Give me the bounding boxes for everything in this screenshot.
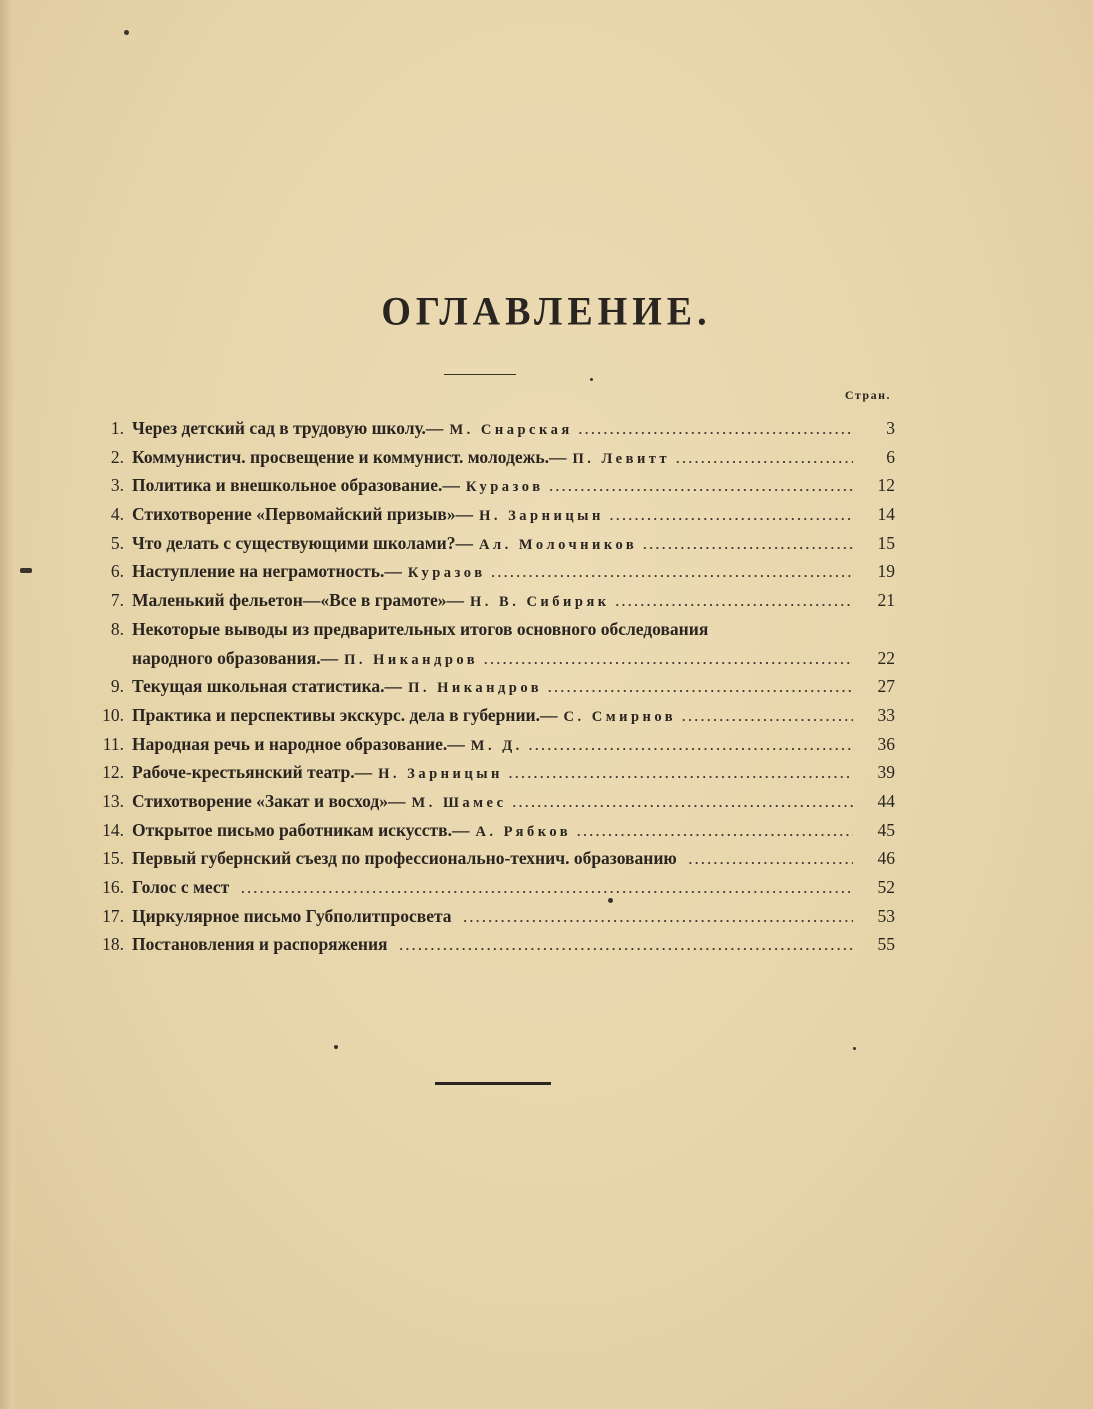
toc-entry	[90, 820, 895, 849]
page-column-header: Стран.	[844, 388, 891, 402]
entry-title: Через детский сад в трудовую школу.—	[132, 418, 444, 438]
entry-title: Что делать с существующими школами?—	[132, 532, 474, 553]
entry-title: Маленький фельетон—«Все в грамоте»—	[132, 590, 465, 611]
entry-author: М. Д.	[470, 737, 523, 754]
toc-entry	[90, 762, 895, 791]
entry-author: М. Шамес	[411, 794, 507, 811]
entry-number: 6.	[110, 561, 124, 582]
entry-author: П. Никандров	[408, 680, 543, 697]
title-rule	[444, 374, 516, 375]
dot-leader	[577, 824, 853, 840]
entry-title: Практика и перспективы экскурс. дела в губернии.—	[132, 704, 558, 725]
entry-page: 39	[877, 762, 895, 783]
dot-leader	[509, 766, 853, 782]
toc-entry	[90, 619, 895, 648]
entry-page: 19	[877, 561, 895, 582]
dot-leader	[550, 479, 853, 495]
toc-entry	[90, 561, 895, 590]
entry-title: Народная речь и народное образование.—	[132, 733, 465, 754]
toc-entry	[90, 676, 895, 705]
toc-entry	[90, 934, 895, 963]
entry-number: 8.	[110, 618, 124, 639]
entry-title: Открытое письмо работникам искусств.—	[132, 819, 470, 840]
entry-page: 15	[877, 532, 895, 553]
entry-title: Текущая школьная статистика.—	[132, 676, 403, 697]
entry-title: Коммунистич. просвещение и коммунист. молодежь.—	[132, 446, 567, 467]
entry-title: Политика и внешкольное образование.—	[132, 475, 460, 496]
paper-speck	[590, 378, 593, 381]
closing-rule	[435, 1082, 551, 1085]
toc-entry	[90, 705, 895, 734]
dot-leader	[616, 594, 853, 610]
entry-title: Некоторые выводы из предварительных итогов основного обследования	[132, 618, 709, 639]
toc-entry	[90, 877, 895, 906]
toc-entry	[90, 734, 895, 763]
paper-speck	[20, 568, 32, 573]
dot-leader	[689, 852, 853, 868]
entry-number: 10.	[102, 704, 124, 725]
entry-number: 3.	[110, 475, 124, 496]
entry-page: 36	[877, 733, 895, 754]
entry-page: 55	[877, 934, 895, 955]
entry-title: Циркулярное письмо Губполитпросвета	[132, 905, 452, 926]
entry-number: 18.	[102, 934, 124, 955]
entry-page: 33	[877, 704, 895, 725]
paper-speck	[853, 1047, 856, 1050]
entry-page: 14	[877, 504, 895, 525]
entry-page: 12	[877, 475, 895, 496]
toc-entry-continuation	[90, 648, 895, 677]
dot-leader	[529, 738, 853, 754]
dot-leader	[241, 881, 853, 897]
entry-title: Стихотворение «Первомайский призыв»—	[132, 504, 474, 525]
entry-author: Куразов	[465, 479, 544, 496]
toc-entry	[90, 848, 895, 877]
entry-number: 7.	[110, 590, 124, 611]
entry-number: 15.	[102, 848, 124, 869]
entry-number: 12.	[102, 762, 124, 783]
entry-author: Н. Зарницын	[378, 766, 503, 783]
dot-leader	[484, 652, 853, 668]
dot-leader	[676, 451, 853, 467]
table-of-contents	[90, 418, 895, 963]
entry-page: 27	[877, 676, 895, 697]
toc-entry	[90, 590, 895, 619]
toc-entry	[90, 906, 895, 935]
entry-number: 16.	[102, 877, 124, 897]
entry-page: 44	[877, 790, 895, 811]
entry-page: 45	[877, 819, 895, 840]
entry-title: народного образования.—	[132, 647, 339, 668]
entry-number: 14.	[102, 819, 124, 840]
entry-page: 52	[877, 877, 895, 897]
entry-number: 9.	[110, 676, 124, 697]
entry-author: С. Смирнов	[563, 708, 677, 725]
entry-number: 13.	[102, 790, 124, 811]
toc-entry	[90, 475, 895, 504]
paper-speck	[334, 1045, 338, 1049]
entry-author: Н. Зарницын	[479, 508, 604, 525]
dot-leader	[682, 709, 853, 725]
dot-leader	[513, 795, 853, 811]
entry-title: Рабоче-крестьянский театр.—	[132, 762, 373, 783]
entry-number: 11.	[102, 733, 124, 754]
dot-leader	[643, 537, 853, 553]
dot-leader	[464, 910, 853, 926]
paper-speck	[124, 30, 129, 35]
dot-leader	[579, 422, 853, 438]
entry-author: Ал. Молочников	[479, 536, 638, 553]
entry-page: 21	[877, 590, 895, 611]
entry-author: П. Левитт	[572, 450, 671, 467]
toc-entry	[90, 418, 895, 447]
entry-number: 1.	[110, 418, 124, 438]
page-title: ОГЛАВЛЕНИЕ.	[381, 289, 712, 335]
entry-title: Первый губернский съезд по профессионально-технич. образованию	[132, 848, 677, 869]
toc-entry	[90, 791, 895, 820]
entry-page: 6	[886, 446, 895, 467]
entry-page: 46	[877, 848, 895, 869]
paper-speck	[608, 898, 613, 903]
entry-author: Н. В. Сибиряк	[470, 594, 610, 611]
toc-entry	[90, 533, 895, 562]
entry-author: М. Снарская	[449, 422, 573, 438]
toc-entry	[90, 447, 895, 476]
toc-entry	[90, 504, 895, 533]
entry-author: Куразов	[407, 565, 486, 582]
entry-title: Постановления и распоряжения	[132, 934, 388, 955]
entry-author: П. Никандров	[344, 651, 479, 668]
entry-page: 22	[877, 647, 895, 668]
dot-leader	[492, 565, 853, 581]
entry-author: А. Рябков	[475, 823, 572, 840]
entry-number: 4.	[110, 504, 124, 525]
entry-number: 2.	[110, 446, 124, 467]
dot-leader	[610, 508, 853, 524]
entry-title: Голос с мест	[132, 877, 230, 897]
entry-number: 17.	[102, 905, 124, 926]
entry-title: Наступление на неграмотность.—	[132, 561, 402, 582]
entry-number: 5.	[110, 532, 124, 553]
dot-leader	[400, 938, 853, 954]
entry-page: 3	[886, 418, 895, 438]
entry-title: Стихотворение «Закат и восход»—	[132, 790, 406, 811]
entry-page: 53	[877, 905, 895, 926]
dot-leader	[548, 680, 853, 696]
